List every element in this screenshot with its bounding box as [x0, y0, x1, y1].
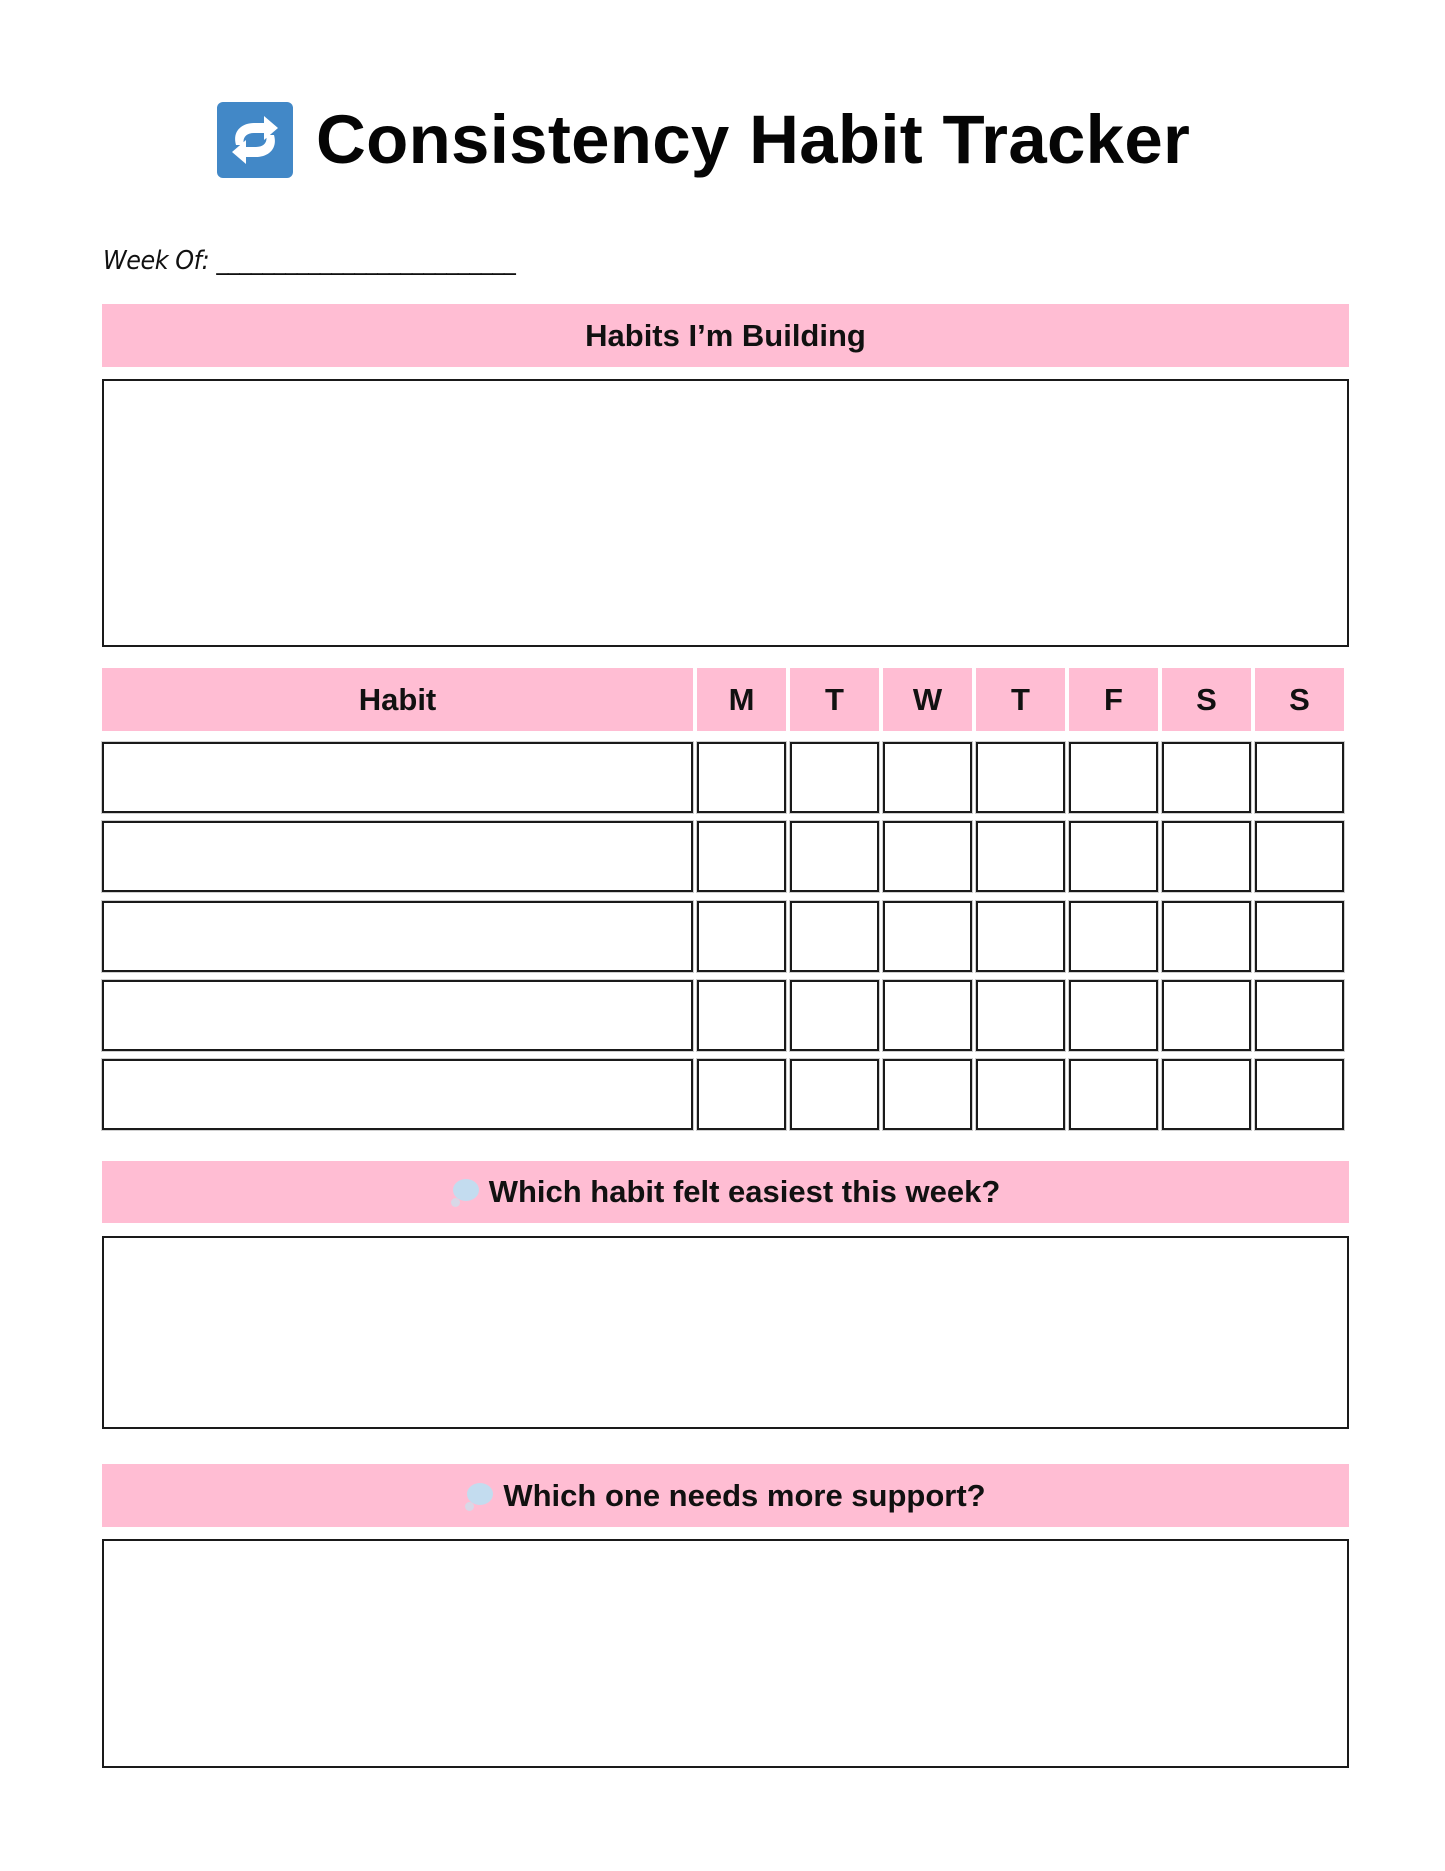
week-of-label: Week Of: — [103, 246, 210, 276]
day-check-cell[interactable] — [883, 1059, 972, 1130]
day-label: S — [1289, 681, 1310, 717]
day-check-cell[interactable] — [1162, 742, 1251, 813]
day-check-cell[interactable] — [883, 901, 972, 972]
day-check-cell[interactable] — [697, 742, 786, 813]
day-label: T — [1011, 681, 1030, 717]
day-check-cell[interactable] — [790, 901, 879, 972]
day-check-cell[interactable] — [1255, 742, 1344, 813]
repeat-arrows-icon — [217, 102, 293, 178]
day-check-cell[interactable] — [1162, 1059, 1251, 1130]
column-header-day — [697, 668, 786, 731]
day-check-cell[interactable] — [883, 980, 972, 1051]
column-header-habit — [102, 668, 693, 731]
column-header-day — [1162, 668, 1251, 731]
day-check-cell[interactable] — [976, 980, 1065, 1051]
day-check-cell[interactable] — [697, 980, 786, 1051]
habit-name-cell[interactable] — [102, 980, 693, 1051]
week-of-blank[interactable]: __________________________ — [216, 246, 516, 276]
day-check-cell[interactable] — [790, 742, 879, 813]
section-title-support: Which one needs more support? — [503, 1477, 986, 1513]
section-header-building — [102, 304, 1349, 367]
habit-name-cell[interactable] — [102, 742, 693, 813]
day-check-cell[interactable] — [1255, 980, 1344, 1051]
day-label: F — [1104, 681, 1123, 717]
day-check-cell[interactable] — [1162, 980, 1251, 1051]
section-title-easiest: Which habit felt easiest this week? — [488, 1174, 1001, 1209]
day-check-cell[interactable] — [697, 821, 786, 892]
column-header-day — [976, 668, 1065, 731]
column-header-day — [1255, 668, 1344, 731]
thought-bubble-icon — [451, 1179, 479, 1205]
day-check-cell[interactable] — [976, 1059, 1065, 1130]
column-header-day — [1069, 668, 1158, 731]
day-label: M — [728, 681, 755, 717]
day-check-cell[interactable] — [1255, 821, 1344, 892]
section-header-support — [102, 1464, 1349, 1527]
thought-bubble-icon — [465, 1483, 493, 1509]
day-check-cell[interactable] — [1069, 980, 1158, 1051]
day-check-cell[interactable] — [1069, 742, 1158, 813]
column-header-habit-label: Habit — [358, 681, 437, 717]
day-check-cell[interactable] — [790, 821, 879, 892]
page-header — [217, 102, 1190, 178]
day-check-cell[interactable] — [1255, 901, 1344, 972]
day-check-cell[interactable] — [790, 980, 879, 1051]
day-check-cell[interactable] — [790, 1059, 879, 1130]
section-title-building: Habits I’m Building — [585, 317, 866, 353]
day-label: W — [912, 681, 943, 717]
page-title: Consistency Habit Tracker — [316, 101, 1191, 178]
day-check-cell[interactable] — [1069, 1059, 1158, 1130]
day-check-cell[interactable] — [883, 742, 972, 813]
day-label: S — [1196, 681, 1217, 717]
habit-name-cell[interactable] — [102, 1059, 693, 1130]
day-check-cell[interactable] — [1162, 821, 1251, 892]
day-check-cell[interactable] — [976, 742, 1065, 813]
day-check-cell[interactable] — [976, 821, 1065, 892]
column-header-day — [790, 668, 879, 731]
day-check-cell[interactable] — [1255, 1059, 1344, 1130]
day-check-cell[interactable] — [883, 821, 972, 892]
day-check-cell[interactable] — [1069, 821, 1158, 892]
column-header-day — [883, 668, 972, 731]
day-check-cell[interactable] — [1069, 901, 1158, 972]
day-check-cell[interactable] — [1162, 901, 1251, 972]
day-label: T — [825, 681, 844, 717]
section-header-easiest — [102, 1161, 1349, 1223]
building-notes-box[interactable] — [102, 379, 1349, 647]
week-of-field[interactable] — [103, 246, 515, 276]
habit-name-cell[interactable] — [102, 901, 693, 972]
day-check-cell[interactable] — [697, 901, 786, 972]
habit-name-cell[interactable] — [102, 821, 693, 892]
day-check-cell[interactable] — [697, 1059, 786, 1130]
easiest-notes-box[interactable] — [102, 1236, 1349, 1429]
day-check-cell[interactable] — [976, 901, 1065, 972]
support-notes-box[interactable] — [102, 1539, 1349, 1768]
